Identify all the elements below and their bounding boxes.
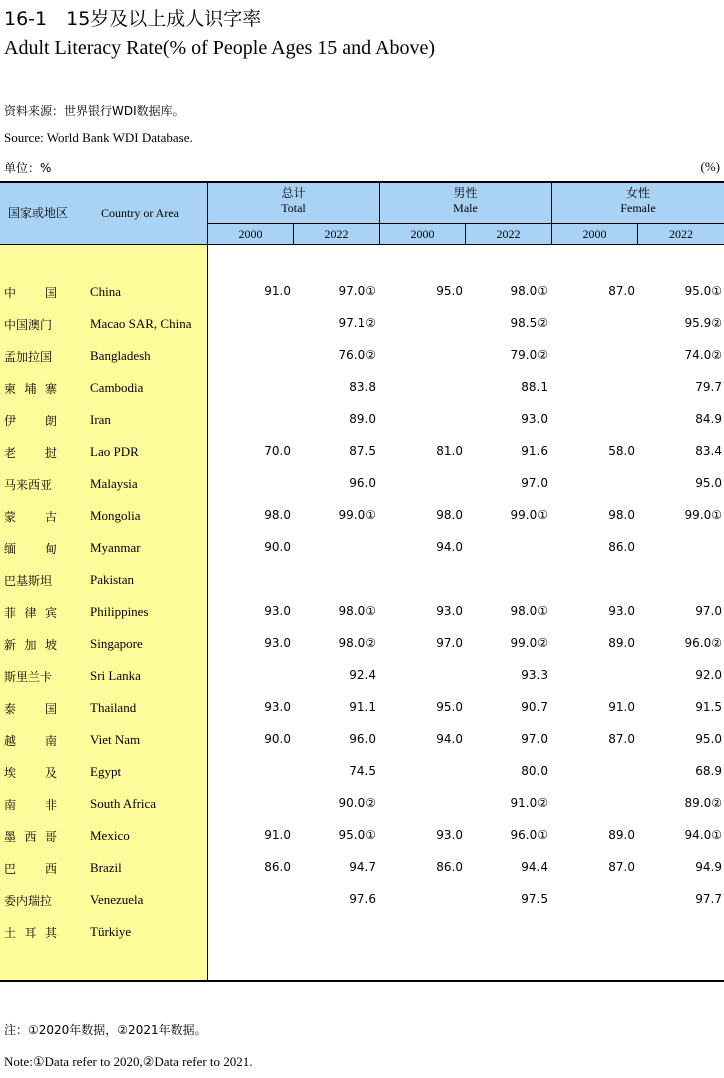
- country-name-cn: [4, 284, 57, 301]
- country-name-en: Thailand: [90, 700, 137, 715]
- value-total-2000: 90.0: [264, 540, 291, 554]
- value-male-2022: 91.0②: [510, 796, 548, 810]
- country-name-cn-part: 古: [44, 510, 57, 524]
- country-name-cn-part: 西: [24, 830, 37, 844]
- value-female-2000: 98.0: [608, 508, 635, 522]
- value-male-2022: 80.0: [521, 764, 548, 778]
- footnote-en: Note:①Data refer to 2020,②Data refer to 2021.: [4, 1054, 253, 1069]
- country-name-cn-part: 挝: [44, 446, 57, 460]
- country-name-cn-part: 国: [44, 286, 57, 300]
- country-name-cn-part: 律: [24, 606, 37, 620]
- table-bottom-rule: [0, 980, 724, 982]
- country-name-en: Iran: [90, 412, 111, 427]
- value-female-2022: 95.0: [695, 732, 722, 746]
- table-row: [0, 565, 724, 597]
- value-total-2000: 93.0: [264, 604, 291, 618]
- country-name-cn-part: 宾: [44, 606, 57, 620]
- table-body: [0, 277, 724, 949]
- value-male-2022: 97.0: [521, 732, 548, 746]
- header-country-en: Country or Area: [101, 206, 179, 220]
- country-name-cn: [4, 668, 57, 685]
- value-male-2022: 99.0②: [510, 636, 548, 650]
- country-name-en: Mexico: [90, 828, 130, 843]
- value-female-2000: 91.0: [608, 700, 635, 714]
- country-name-cn-part: 及: [44, 766, 57, 780]
- header-year-male-2000: 2000: [410, 227, 435, 241]
- value-total-2022: 92.4: [349, 668, 376, 682]
- country-name-cn-part: 马来西亚: [4, 478, 53, 492]
- header-year-total-2022: 2022: [324, 227, 349, 241]
- country-name-cn-part: 巴基斯坦: [4, 574, 53, 588]
- country-name-cn: [4, 540, 57, 557]
- value-male-2022: 96.0①: [510, 828, 548, 842]
- value-total-2000: 86.0: [264, 860, 291, 874]
- value-total-2022: 98.0②: [338, 636, 376, 650]
- value-male-2022: 88.1: [521, 380, 548, 394]
- header-year-female-2000: 2000: [582, 227, 607, 241]
- table-row: [0, 693, 724, 725]
- table-row: [0, 469, 724, 501]
- value-total-2022: 97.6: [349, 892, 376, 906]
- value-female-2022: 83.4: [695, 444, 722, 458]
- value-total-2022: 90.0②: [338, 796, 376, 810]
- table-row: [0, 533, 724, 565]
- country-name-cn-part: 柬: [4, 382, 17, 396]
- country-name-cn: [4, 796, 57, 813]
- country-name-cn: [4, 764, 57, 781]
- header-bottom-rule: [0, 244, 724, 245]
- country-name-cn: [4, 892, 57, 909]
- country-name-cn: [4, 348, 57, 365]
- value-female-2022: 95.9②: [684, 316, 722, 330]
- value-total-2022: 96.0: [349, 476, 376, 490]
- value-female-2000: 87.0: [608, 284, 635, 298]
- value-female-2022: 96.0②: [684, 636, 722, 650]
- country-name-cn-part: 南: [4, 798, 17, 812]
- country-name-cn-part: 寨: [44, 382, 57, 396]
- country-name-cn: [4, 572, 57, 589]
- table-row: [0, 661, 724, 693]
- country-name-en: Macao SAR, China: [90, 316, 192, 331]
- value-female-2022: 95.0: [695, 476, 722, 490]
- value-total-2022: 97.1②: [338, 316, 376, 330]
- country-name-en: Myanmar: [90, 540, 141, 555]
- value-male-2022: 91.6: [521, 444, 548, 458]
- value-male-2000: 95.0: [436, 700, 463, 714]
- table-row: [0, 405, 724, 437]
- value-male-2000: 93.0: [436, 604, 463, 618]
- value-female-2000: 87.0: [608, 732, 635, 746]
- value-total-2022: 96.0: [349, 732, 376, 746]
- literacy-table: [0, 181, 724, 982]
- country-name-cn-part: 缅: [4, 542, 17, 556]
- value-total-2000: 98.0: [264, 508, 291, 522]
- country-name-cn-part: 国: [44, 702, 57, 716]
- value-male-2022: 97.0: [521, 476, 548, 490]
- value-total-2000: 90.0: [264, 732, 291, 746]
- country-name-en: Mongolia: [90, 508, 141, 523]
- country-name-cn-part: 巴: [4, 862, 17, 876]
- header-male-cn: 男性: [453, 186, 478, 200]
- value-male-2000: 98.0: [436, 508, 463, 522]
- value-male-2022: 98.5②: [510, 316, 548, 330]
- table-row: [0, 373, 724, 405]
- value-male-2022: 93.3: [521, 668, 548, 682]
- table-row: [0, 277, 724, 309]
- country-name-en: Bangladesh: [90, 348, 151, 363]
- country-name-cn-part: 墨: [4, 830, 17, 844]
- country-name-cn-part: 泰: [4, 702, 17, 716]
- header-total-cn: 总计: [281, 186, 306, 200]
- value-female-2022: 92.0: [695, 668, 722, 682]
- country-name-cn-part: 越: [4, 734, 17, 748]
- header-year-female-2022: 2022: [669, 227, 693, 241]
- value-female-2022: 74.0②: [684, 348, 722, 362]
- country-name-cn-part: 加: [24, 638, 37, 652]
- country-name-cn: [4, 732, 57, 749]
- value-male-2000: 81.0: [436, 444, 463, 458]
- country-name-en: China: [90, 284, 122, 299]
- country-name-en: Philippines: [90, 604, 149, 619]
- table-title-cn: 16-1 15岁及以上成人识字率: [4, 8, 262, 30]
- value-male-2000: 86.0: [436, 860, 463, 874]
- year-header-rule: [208, 223, 724, 224]
- value-male-2022: 99.0①: [510, 508, 548, 522]
- table-row: [0, 501, 724, 533]
- country-name-cn: [4, 604, 57, 621]
- value-total-2000: 93.0: [264, 636, 291, 650]
- value-female-2000: 87.0: [608, 860, 635, 874]
- header-female-cn: 女性: [625, 186, 650, 200]
- value-female-2022: 79.7: [695, 380, 722, 394]
- value-total-2022: 74.5: [349, 764, 376, 778]
- country-name-cn: [4, 444, 57, 461]
- country-name-cn-part: 委内瑞拉: [4, 894, 53, 908]
- value-female-2022: 94.0①: [684, 828, 722, 842]
- footnote-cn: 注：①2020年数据，②2021年数据。: [4, 1023, 207, 1037]
- country-name-cn-part: 耳: [24, 926, 37, 940]
- table-row: [0, 853, 724, 885]
- value-total-2022: 76.0②: [338, 348, 376, 362]
- country-name-en: Brazil: [90, 860, 122, 875]
- value-female-2022: 84.9: [695, 412, 722, 426]
- country-name-cn: [4, 828, 57, 845]
- country-name-en: South Africa: [90, 796, 157, 811]
- country-name-en: Türkiye: [90, 924, 132, 939]
- country-name-cn-part: 斯里兰卡: [4, 670, 53, 684]
- table-title-en: Adult Literacy Rate(% of People Ages 15 and Above): [4, 37, 435, 59]
- value-male-2022: 97.5: [521, 892, 548, 906]
- country-name-cn: [4, 636, 57, 653]
- country-name-cn: [4, 508, 57, 525]
- header-year-total-2000: 2000: [238, 227, 263, 241]
- country-name-cn-part: 土: [4, 926, 17, 940]
- table-row: [0, 885, 724, 917]
- table-row: [0, 725, 724, 757]
- table-row: [0, 757, 724, 789]
- country-name-en: Venezuela: [90, 892, 144, 907]
- header-total: [208, 186, 379, 216]
- country-name-cn: [4, 924, 57, 941]
- country-name-cn-part: 甸: [44, 542, 57, 556]
- value-male-2022: 98.0①: [510, 284, 548, 298]
- value-male-2000: 97.0: [436, 636, 463, 650]
- table-row: [0, 629, 724, 661]
- header-female: [552, 186, 724, 216]
- country-name-cn: [4, 860, 57, 877]
- header-male-en: Male: [453, 201, 478, 215]
- value-male-2022: 79.0②: [510, 348, 548, 362]
- country-name-cn-part: 埃: [4, 766, 17, 780]
- country-name-cn-part: 其: [44, 926, 57, 940]
- unit-label-symbol: (%): [700, 159, 720, 174]
- value-total-2022: 98.0①: [338, 604, 376, 618]
- country-name-cn-part: 埔: [24, 382, 37, 396]
- value-male-2000: 95.0: [436, 284, 463, 298]
- country-name-cn-part: 中: [4, 286, 17, 300]
- country-name-cn-part: 朗: [44, 414, 57, 428]
- value-total-2000: 91.0: [264, 828, 291, 842]
- country-name-cn: [4, 380, 57, 397]
- country-name-cn-part: 新: [4, 638, 17, 652]
- value-female-2022: 91.5: [695, 700, 722, 714]
- value-total-2022: 83.8: [349, 380, 376, 394]
- country-name-cn-part: 老: [4, 446, 17, 460]
- value-male-2022: 98.0①: [510, 604, 548, 618]
- value-female-2022: 89.0②: [684, 796, 722, 810]
- country-name-cn-part: 非: [44, 798, 57, 812]
- value-male-2022: 94.4: [521, 860, 548, 874]
- country-name-cn: [4, 412, 57, 429]
- country-name-en: Sri Lanka: [90, 668, 141, 683]
- country-name-cn-part: 菲: [4, 606, 17, 620]
- value-male-2022: 93.0: [521, 412, 548, 426]
- country-name-cn-part: 孟加拉国: [4, 350, 53, 364]
- header-country-cn: 国家或地区: [8, 206, 69, 220]
- value-male-2000: 93.0: [436, 828, 463, 842]
- value-total-2000: 93.0: [264, 700, 291, 714]
- value-female-2022: 99.0①: [684, 508, 722, 522]
- country-name-cn-part: 南: [44, 734, 57, 748]
- value-male-2022: 90.7: [521, 700, 548, 714]
- country-name-cn-part: 伊: [4, 414, 17, 428]
- source-note-cn: 资料来源：世界银行WDI数据库。: [4, 104, 185, 118]
- unit-label-cn: 单位：%: [4, 161, 52, 175]
- country-name-en: Lao PDR: [90, 444, 139, 459]
- value-female-2000: 58.0: [608, 444, 635, 458]
- country-name-en: Malaysia: [90, 476, 138, 491]
- header-female-en: Female: [620, 201, 656, 215]
- country-name-cn: [4, 476, 57, 493]
- country-name-en: Pakistan: [90, 572, 135, 587]
- header-total-en: Total: [281, 201, 306, 215]
- country-name-cn: [4, 316, 57, 333]
- country-name-cn: [4, 700, 57, 717]
- country-name-en: Egypt: [90, 764, 122, 779]
- table-row: [0, 917, 724, 949]
- value-female-2022: 94.9: [695, 860, 722, 874]
- table-row: [0, 789, 724, 821]
- value-female-2022: 95.0①: [684, 284, 722, 298]
- value-male-2000: 94.0: [436, 540, 463, 554]
- country-name-en: Singapore: [90, 636, 143, 651]
- value-female-2000: 86.0: [608, 540, 635, 554]
- value-female-2022: 97.0: [695, 604, 722, 618]
- country-name-cn-part: 中国澳门: [4, 318, 53, 332]
- header-male: [380, 186, 551, 216]
- header-year-male-2022: 2022: [496, 227, 521, 241]
- value-total-2022: 87.5: [349, 444, 376, 458]
- table-row: [0, 597, 724, 629]
- table-top-rule: [0, 181, 724, 183]
- table-row: [0, 309, 724, 341]
- source-note-en: Source: World Bank WDI Database.: [4, 130, 193, 145]
- country-name-cn-part: 坡: [44, 638, 57, 652]
- value-female-2000: 89.0: [608, 828, 635, 842]
- country-name-cn-part: 蒙: [4, 510, 17, 524]
- value-total-2022: 91.1: [349, 700, 376, 714]
- value-male-2000: 94.0: [436, 732, 463, 746]
- value-female-2022: 97.7: [695, 892, 722, 906]
- value-total-2022: 95.0①: [338, 828, 376, 842]
- value-female-2022: 68.9: [695, 764, 722, 778]
- table-row: [0, 821, 724, 853]
- country-name-cn-part: 西: [44, 862, 57, 876]
- value-female-2000: 93.0: [608, 604, 635, 618]
- value-female-2000: 89.0: [608, 636, 635, 650]
- value-total-2022: 94.7: [349, 860, 376, 874]
- value-total-2000: 70.0: [264, 444, 291, 458]
- country-name-en: Cambodia: [90, 380, 144, 395]
- table-row: [0, 341, 724, 373]
- table-row: [0, 437, 724, 469]
- value-total-2022: 89.0: [349, 412, 376, 426]
- value-total-2022: 97.0①: [338, 284, 376, 298]
- country-name-en: Viet Nam: [90, 732, 141, 747]
- value-total-2022: 99.0①: [338, 508, 376, 522]
- value-total-2000: 91.0: [264, 284, 291, 298]
- country-name-cn-part: 哥: [44, 830, 57, 844]
